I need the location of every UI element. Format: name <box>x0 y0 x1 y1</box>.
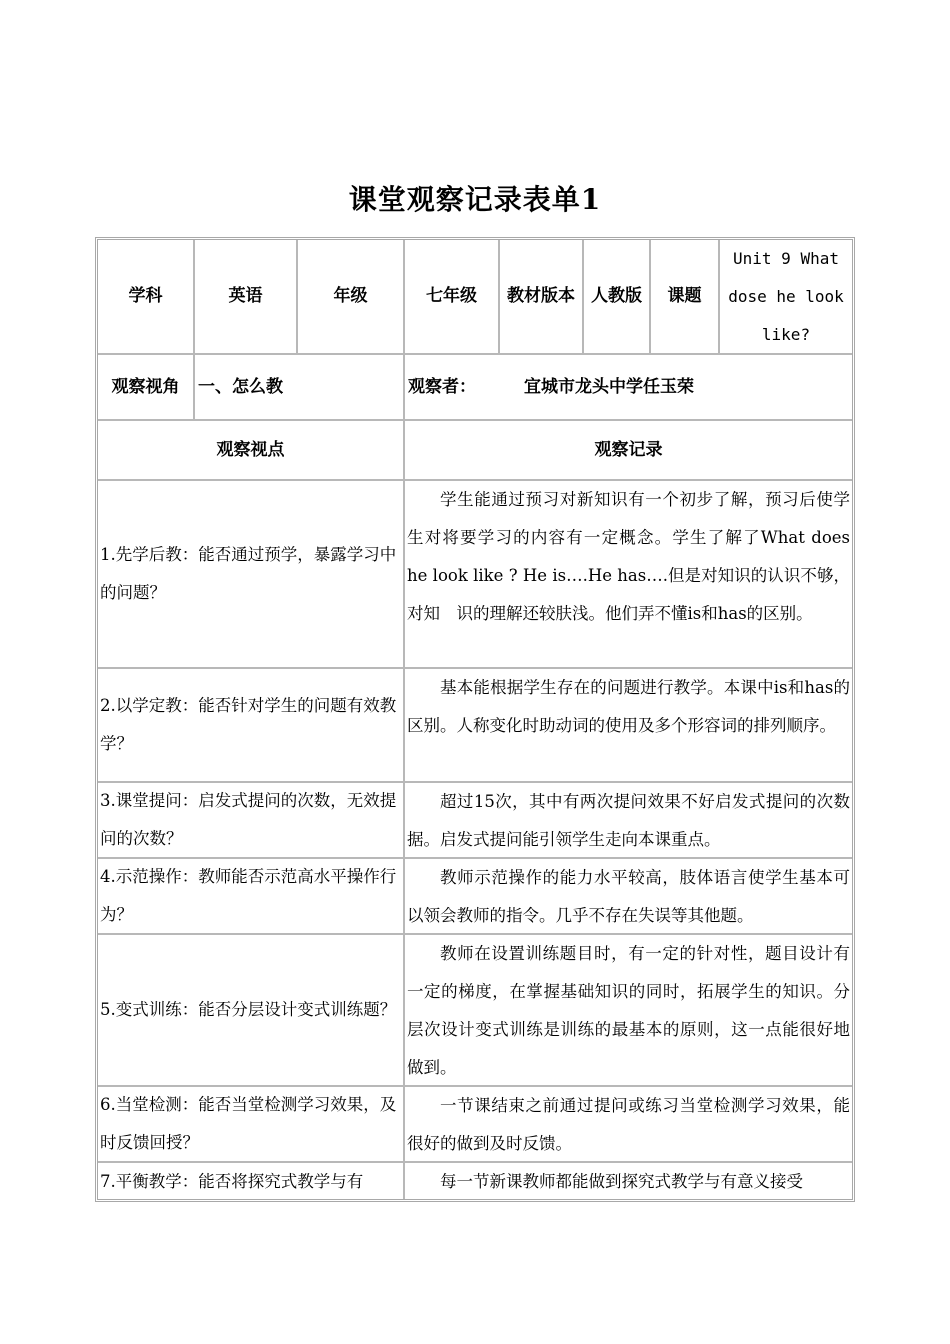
topic-value: Unit 9 What dose he look like? <box>728 248 844 344</box>
observation-record: 每一节新课教师都能做到探究式教学与有意义接受 <box>440 1172 803 1191</box>
table-row <box>98 669 852 783</box>
topic-label: 课题 <box>651 240 720 353</box>
column-heading-row <box>98 421 852 481</box>
textbook-label: 教材版本 <box>500 240 584 353</box>
column-heading-point: 观察视点 <box>98 421 405 479</box>
perspective-row <box>98 355 852 421</box>
observation-point: 1.先学后教：能否通过预学，暴露学习中的问题？ <box>98 481 405 667</box>
table-row <box>98 783 852 859</box>
grade-label: 年级 <box>298 240 405 353</box>
subject-label: 学科 <box>98 240 195 353</box>
perspective-value: 一、怎么教 <box>195 355 405 419</box>
observation-record: 学生能通过预习对新知识有一个初步了解，预习后使学生对将要学习的内容有一定概念。学生了解了What does he look like ? He is….He has….但是对知识的认识不够，对知 识的理解还较肤浅。他们弄不懂is和has的区别。 <box>407 490 850 623</box>
table-row <box>98 1087 852 1163</box>
observation-record: 教师在设置训练题目时，有一定的针对性，题目设计有一定的梯度，在掌握基础知识的同时，拓展学生的知识。分层次设计变式训练是训练的最基本的原则，这一点能很好地做到。 <box>407 944 850 1077</box>
observation-record: 基本能根据学生存在的问题进行教学。本课中is和has的区别。人称变化时助动词的使用及多个形容词的排列顺序。 <box>407 678 850 735</box>
observation-point: 5.变式训练：能否分层设计变式训练题？ <box>98 935 405 1085</box>
observation-point: 6.当堂检测：能否当堂检测学习效果，及时反馈回授？ <box>98 1087 405 1161</box>
table-row <box>98 481 852 669</box>
observation-record: 教师示范操作的能力水平较高，肢体语言使学生基本可以领会教师的指令。几乎不存在失误等其他题。 <box>407 868 850 925</box>
grade-value: 七年级 <box>405 240 500 353</box>
table-row <box>98 935 852 1087</box>
table-row <box>98 1163 852 1199</box>
textbook-value: 人教版 <box>584 240 651 353</box>
subject-value: 英语 <box>195 240 298 353</box>
perspective-label: 观察视角 <box>98 355 195 419</box>
table-header-row <box>98 240 852 355</box>
observation-point: 2.以学定教：能否针对学生的问题有效教学？ <box>98 669 405 781</box>
observation-record: 超过15次，其中有两次提问效果不好启发式提问的次数据。启发式提问能引领学生走向本课重点。 <box>407 792 850 849</box>
page-title: 课堂观察记录表单1 <box>348 183 602 216</box>
observation-record: 一节课结束之前通过提问或练习当堂检测学习效果，能很好的做到及时反馈。 <box>407 1096 850 1153</box>
observation-point: 3.课堂提问：启发式提问的次数，无效提问的次数？ <box>98 783 405 857</box>
observer-label: 观察者： <box>408 376 476 397</box>
observation-table <box>95 237 855 1202</box>
observation-point: 7.平衡教学：能否将探究式教学与有 <box>98 1163 405 1199</box>
observer-value: 宜城市龙头中学任玉荣 <box>524 376 694 397</box>
observation-point: 4.示范操作：教师能否示范高水平操作行为？ <box>98 859 405 933</box>
table-row <box>98 859 852 935</box>
column-heading-record: 观察记录 <box>594 439 663 460</box>
observer-cell <box>405 355 852 419</box>
